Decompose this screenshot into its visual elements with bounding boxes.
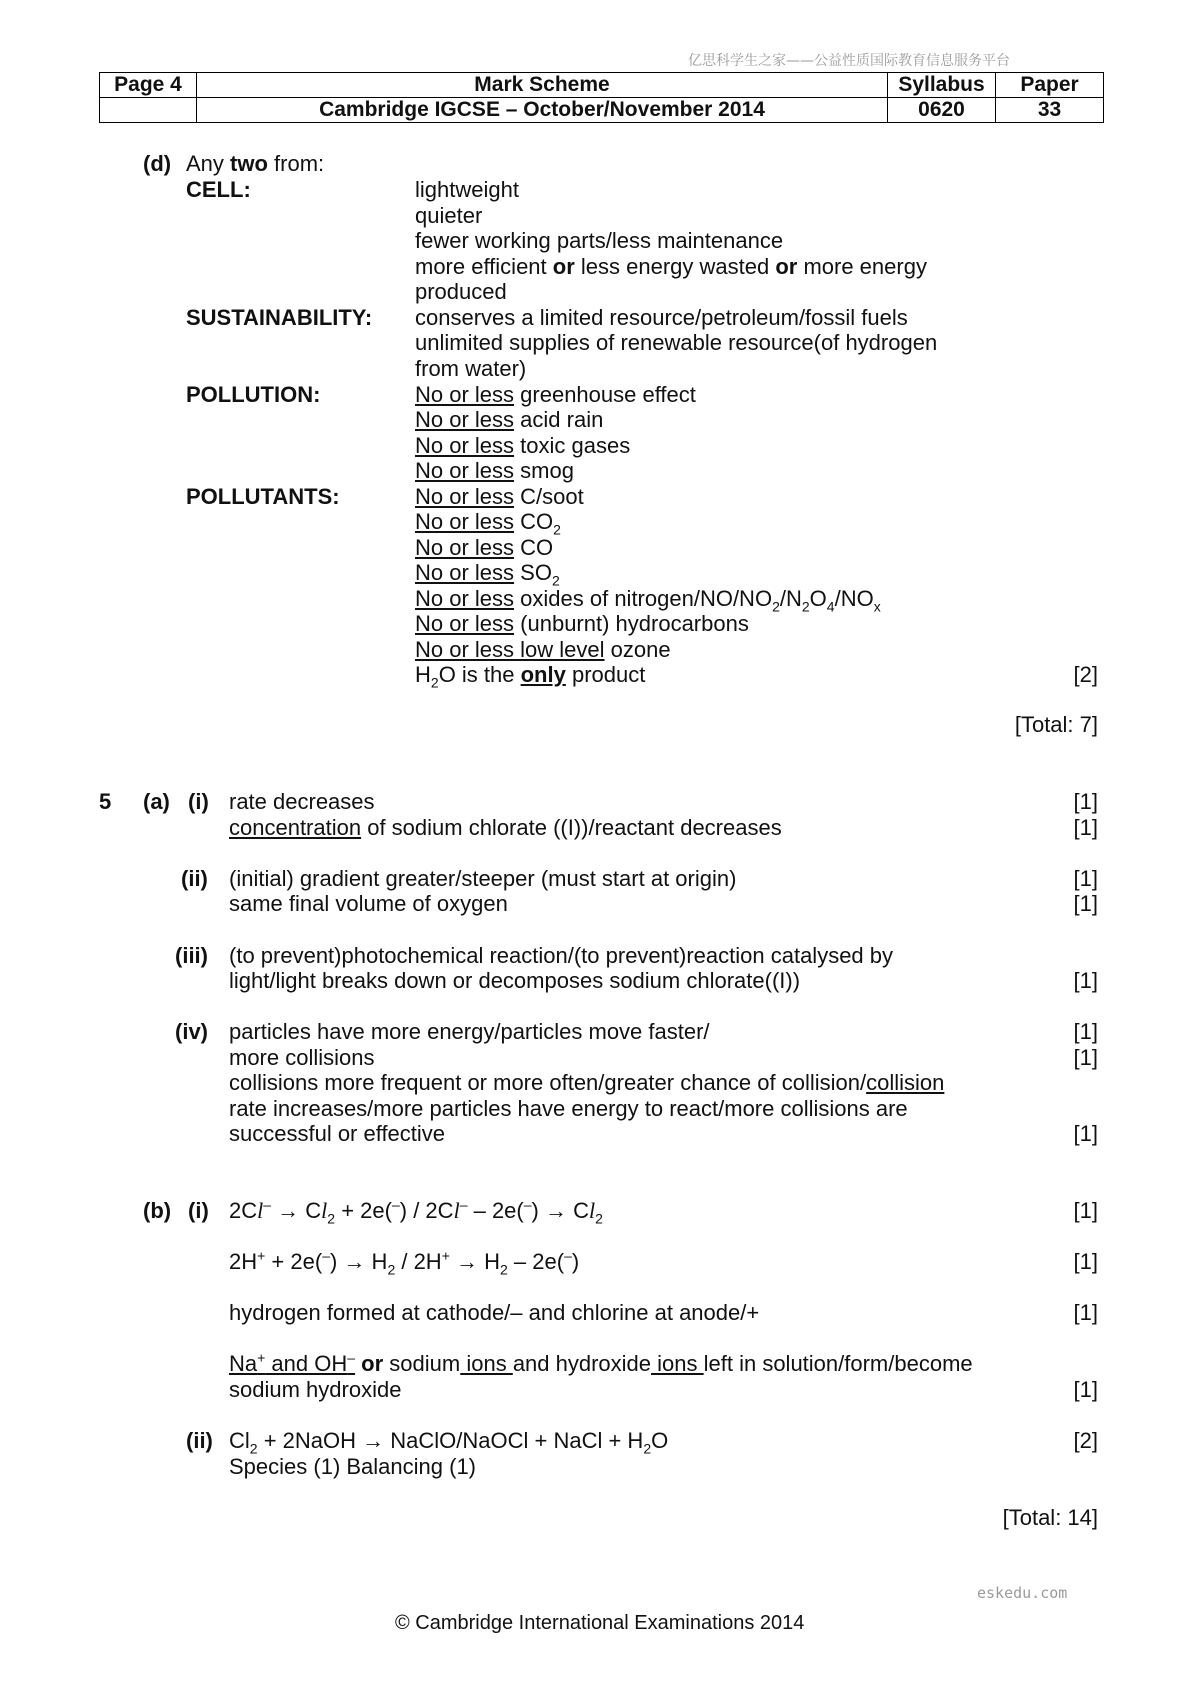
eskedu-watermark: eskedu.com: [977, 1584, 1068, 1602]
q5bi-line-5: sodium hydroxide: [229, 1377, 402, 1402]
q5ai-mark-1: [1]: [1073, 789, 1098, 814]
q5aiv-line-5: successful or effective: [229, 1121, 446, 1146]
header-subtitle: Cambridge IGCSE – October/November 2014: [197, 98, 888, 123]
q5-number: 5: [99, 789, 112, 814]
pollution-line-1: No or less greenhouse effect: [415, 382, 696, 407]
q5bii-equation: $Cl_2$ + 2NaOH → NaClO/NaOCl + NaCl + $H_2O$: [229, 1428, 669, 1457]
q5ai-line-2: concentration of sodium chlorate ((I))/reactant decreases: [229, 815, 782, 840]
q5bi-mark-1: [1]: [1073, 1198, 1098, 1223]
q4d-label: (d): [143, 151, 172, 176]
q5aiv-line-2: more collisions: [229, 1045, 375, 1070]
q5aii-label: (ii): [181, 866, 208, 891]
cell-line-3: fewer working parts/less maintenance: [415, 228, 784, 253]
header-page: Page 4: [100, 73, 197, 98]
cell-line-5: produced: [415, 279, 507, 304]
q5b-label: (b): [143, 1198, 172, 1223]
pollution-line-3: No or less toxic gases: [415, 433, 631, 458]
pollution-heading: POLLUTION:: [186, 382, 321, 407]
sustainability-line-3: from water): [415, 356, 527, 381]
header-empty-cell: [100, 98, 197, 123]
q5aiv-line-4: rate increases/more particles have energy to react/more collisions are: [229, 1096, 908, 1121]
header-paper-label: Paper: [996, 73, 1104, 98]
q4d-mark: [2]: [1073, 662, 1098, 687]
watermark-text: 亿思科学生之家——公益性质国际教育信息服务平台: [688, 53, 1010, 69]
cell-line-2: quieter: [415, 203, 483, 228]
q4d-intro: Any two from:: [186, 151, 325, 176]
q5aiii-line-2: light/light breaks down or decomposes sodium chlorate((I)): [229, 968, 801, 993]
sustainability-heading: SUSTAINABILITY:: [186, 305, 373, 330]
pollutants-line-2: No or less $CO_2$: [415, 509, 561, 538]
q5bi-mark-4: [1]: [1073, 1377, 1098, 1402]
q5aii-mark-1: [1]: [1073, 866, 1098, 891]
cell-line-4: more efficient or less energy wasted or more energy: [415, 254, 927, 279]
q5bii-line-2: Species (1) Balancing (1): [229, 1454, 477, 1479]
pollution-line-2: No or less acid rain: [415, 407, 604, 432]
pollutants-line-7: No or less low level ozone: [415, 637, 671, 662]
q5bi-mark-2: [1]: [1073, 1249, 1098, 1274]
q5aiii-mark: [1]: [1073, 968, 1098, 993]
q5bi-line-4: Na+ and OH– or sodium ions and hydroxide ions left in solution/form/become: [229, 1349, 973, 1376]
q5bi-equation-1: $2Cl^- \to Cl_2 + 2e(^-) / 2Cl^- - 2e(^-) \to Cl_2$: [229, 1196, 603, 1227]
q5bi-equation-2: $2H^+ + 2e(^-) \to H_2 / 2H^+ \to H_2 - 2e(^-)$: [229, 1247, 580, 1278]
q5-total: [Total: 14]: [1002, 1505, 1098, 1530]
pollutants-line-3: No or less CO: [415, 535, 554, 560]
cell-line-1: lightweight: [415, 177, 519, 202]
q5aiv-label: (iv): [175, 1019, 208, 1044]
sustainability-line-2: unlimited supplies of renewable resource(of hydrogen: [415, 330, 938, 355]
q5aii-line-2: same final volume of oxygen: [229, 891, 508, 916]
q4-total: [Total: 7]: [1014, 712, 1098, 737]
pollutants-line-1: No or less C/soot: [415, 484, 584, 509]
q5aii-mark-2: [1]: [1073, 891, 1098, 916]
header-table: [99, 72, 1104, 123]
q5aiv-mark-3: [1]: [1073, 1121, 1098, 1146]
q5aiv-line-3: collisions more frequent or more often/greater chance of collision/collision: [229, 1070, 945, 1095]
q5bi-label: (i): [188, 1198, 209, 1223]
header-title: Mark Scheme: [197, 73, 888, 98]
header-syllabus-code: 0620: [888, 98, 996, 123]
q5a-label: (a): [143, 789, 170, 814]
pollutants-line-6: No or less (unburnt) hydrocarbons: [415, 611, 749, 636]
q5ai-line-1: rate decreases: [229, 789, 375, 814]
copyright-footer: © Cambridge International Examinations 2014: [395, 1612, 805, 1634]
q5bi-line-3: hydrogen formed at cathode/– and chlorine at anode/+: [229, 1300, 760, 1325]
q5bi-mark-3: [1]: [1073, 1300, 1098, 1325]
pollution-line-4: No or less smog: [415, 458, 574, 483]
header-paper-number: 33: [996, 98, 1104, 123]
q5bii-label: (ii): [186, 1428, 213, 1453]
q5aiii-line-1: (to prevent)photochemical reaction/(to prevent)reaction catalysed by: [229, 943, 894, 968]
q5bii-mark: [2]: [1073, 1428, 1098, 1453]
pollutants-line-4: No or less $SO_2$: [415, 560, 560, 589]
header-syllabus-label: Syllabus: [888, 73, 996, 98]
q5aii-line-1: (initial) gradient greater/steeper (must start at origin): [229, 866, 737, 891]
q5aiv-mark-2: [1]: [1073, 1045, 1098, 1070]
q5aiii-label: (iii): [175, 943, 208, 968]
sustainability-line-1: conserves a limited resource/petroleum/fossil fuels: [415, 305, 908, 330]
pollutants-line-8: $H_2O$ is the only product: [415, 662, 646, 691]
cell-heading: CELL:: [186, 177, 251, 202]
pollutants-line-5: No or less oxides of nitrogen/$NO/NO_2/N_2O_4/NO_x$: [415, 586, 881, 615]
q5ai-mark-2: [1]: [1073, 815, 1098, 840]
pollutants-heading: POLLUTANTS:: [186, 484, 340, 509]
q5ai-label: (i): [188, 789, 209, 814]
q5aiv-mark-1: [1]: [1073, 1019, 1098, 1044]
q5aiv-line-1: particles have more energy/particles move faster/: [229, 1019, 710, 1044]
